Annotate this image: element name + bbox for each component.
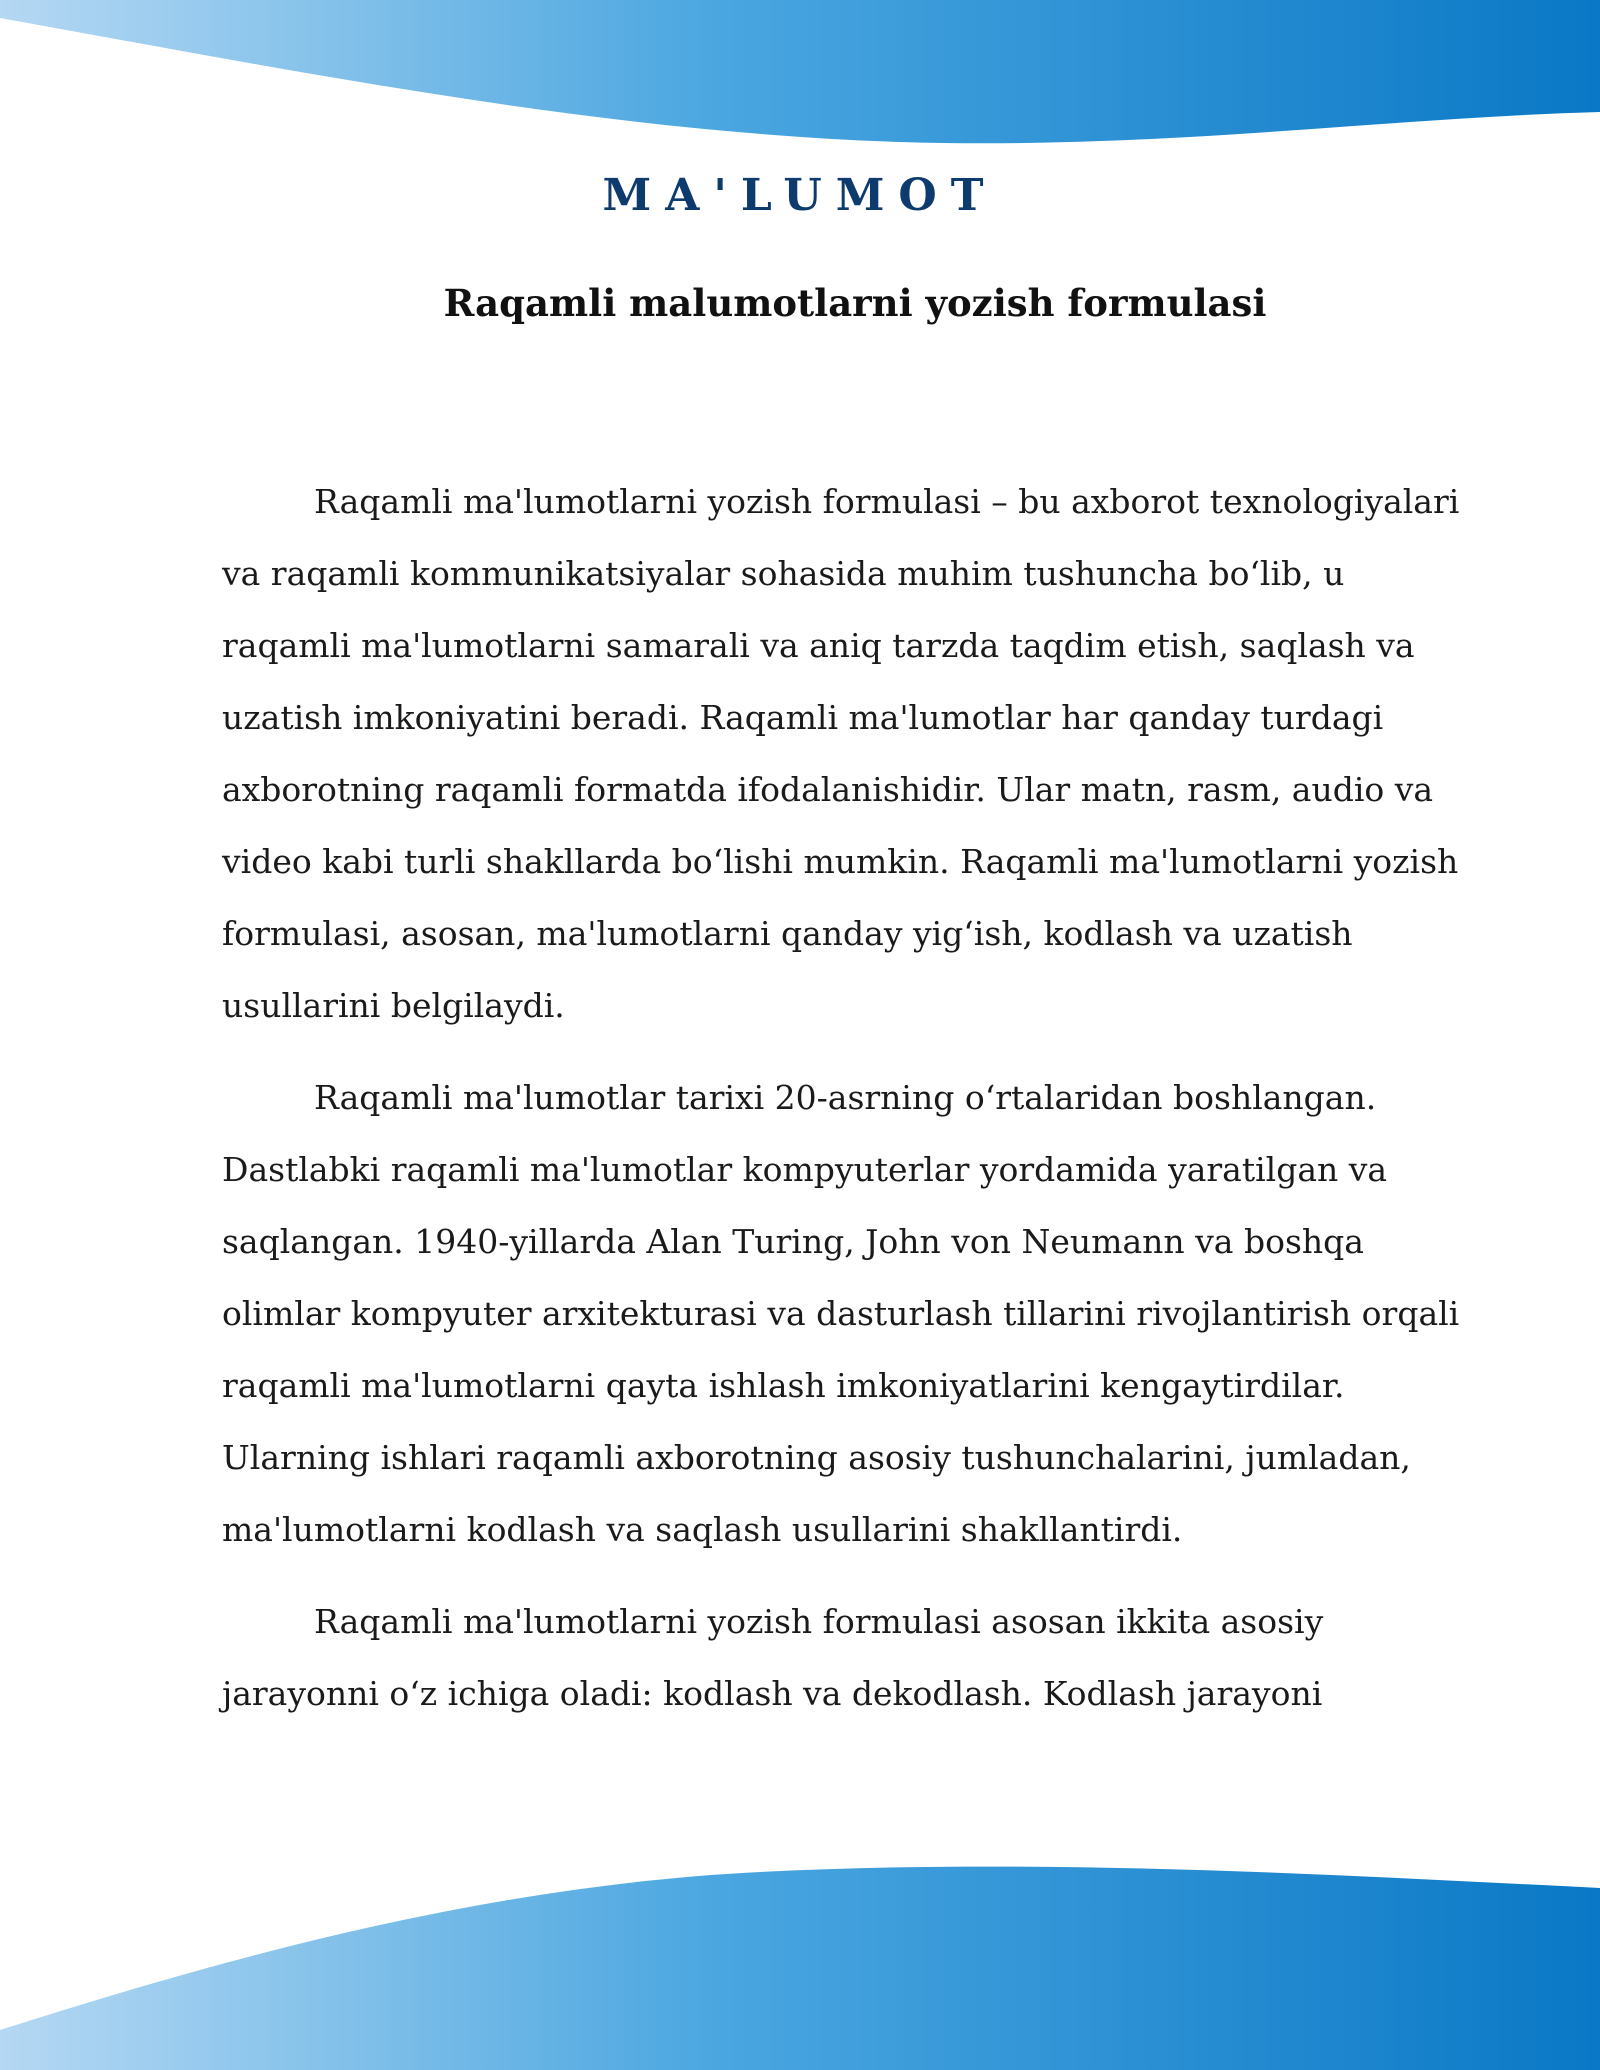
bottom-wave-decoration: [0, 1840, 1600, 2070]
page-heading: MA'LUMOT: [602, 170, 998, 221]
paragraph-1: Raqamli ma'lumotlarni yozish formulasi – bu axborot texnologiyalari va raqamli kommunikatsiyalar sohasida muhim tushuncha bo‘lib, u raqamli ma'lumotlarni samarali va aniq tarzda taqdim etish, saqlash va uzatish imkoniyatini beradi. Raqamli ma'lumotlar har qanday turdagi axborotning raqamli formatda ifodalanishidir. Ular matn, rasm, audio va video kabi turli shakllarda bo‘lishi mumkin. Raqamli ma'lumotlarni yozish formulasi, asosan, ma'lumotlarni qanday yig‘ish, kodlash va uzatish usullarini belgilaydi.: [222, 482, 1460, 1025]
paragraph-3: Raqamli ma'lumotlarni yozish formulasi asosan ikkita asosiy jarayonni o‘z ichiga oladi: kodlash va dekodlash. Kodlash jarayoni: [222, 1602, 1324, 1713]
top-wave-decoration: [0, 0, 1600, 150]
document-body: [222, 466, 1462, 1730]
paragraph-2: Raqamli ma'lumotlar tarixi 20-asrning o‘rtalaridan boshlangan. Dastlabki raqamli ma'lumotlar kompyuterlar yordamida yaratilgan va saqlangan. 1940-yillarda Alan Turing, John von Neumann va boshqa olimlar kompyuter arxitekturasi va dasturlash tillarini rivojlantirish orqali raqamli ma'lumotlarni qayta ishlash imkoniyatlarini kengaytirdilar. Ularning ishlari raqamli axborotning asosiy tushunchalarini, jumladan, ma'lumotlarni kodlash va saqlash usullarini shakllantirdi.: [222, 1078, 1460, 1549]
document-subtitle: Raqamli malumotlarni yozish formulasi: [443, 281, 1267, 325]
